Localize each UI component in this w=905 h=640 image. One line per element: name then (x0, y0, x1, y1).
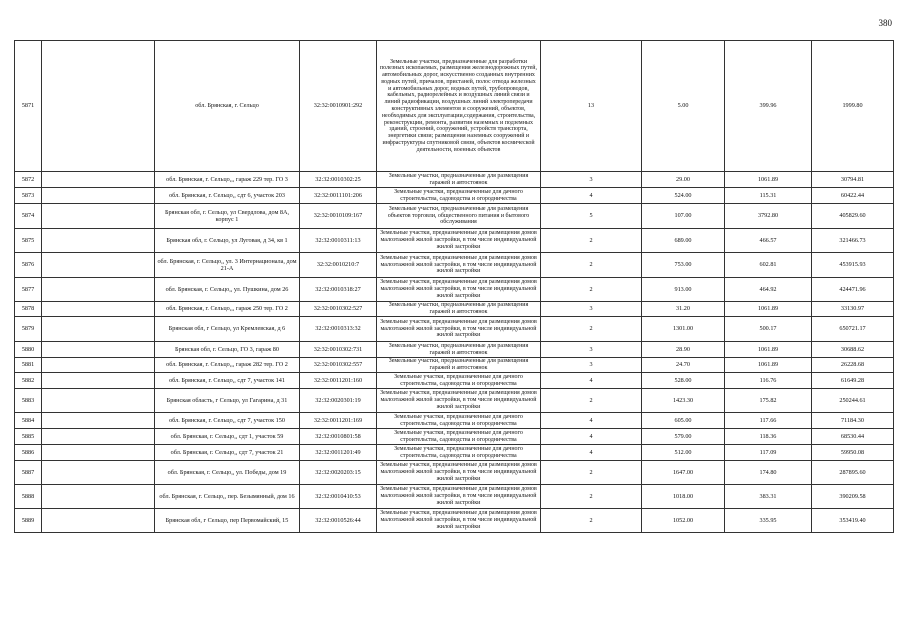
cadastral-value-cell: 321466.73 (812, 229, 894, 253)
cadastral-value-cell: 424471.96 (812, 278, 894, 302)
area-cell: 1052.00 (642, 509, 725, 533)
blank-column (42, 389, 155, 413)
area-cell: 29.00 (642, 172, 725, 188)
unit-value-cell: 602.81 (725, 253, 812, 278)
use-group-cell: 4 (541, 445, 642, 461)
unit-value-cell: 335.95 (725, 509, 812, 533)
cadastral-number-cell: 32:32:0010526:44 (300, 509, 377, 533)
land-use-cell: Земельные участки, предназначенные для размещения гаражей и автостоянок (377, 342, 541, 358)
address-cell: обл. Брянская, г. Сельцо,,, гараж 229 тер. ГО 3 (155, 172, 300, 188)
cadastral-registry-table (14, 40, 894, 533)
table-row (15, 342, 894, 358)
blank-column (42, 342, 155, 358)
address-cell: Брянская обл, г. Сельцо, ул Свердлова, дом 8А, корпус 1 (155, 204, 300, 229)
row-number: 5878 (15, 302, 42, 317)
address-cell: обл. Брянская, г. Сельцо,, сдт 7, участок 21 (155, 445, 300, 461)
unit-value-cell: 383.31 (725, 485, 812, 509)
address-cell: обл. Брянская, г. Сельцо,, ул. Пушкина, дом 26 (155, 278, 300, 302)
table-row (15, 204, 894, 229)
cadastral-number-cell: 32:32:0010313:32 (300, 317, 377, 342)
table-row (15, 461, 894, 485)
cadastral-value-cell: 353419.40 (812, 509, 894, 533)
row-number: 5889 (15, 509, 42, 533)
cadastral-value-cell: 250244.61 (812, 389, 894, 413)
table-row (15, 358, 894, 373)
area-cell: 24.70 (642, 358, 725, 373)
table-row (15, 485, 894, 509)
table-row (15, 445, 894, 461)
land-use-cell: Земельные участки, предназначенные для размещения домов малоэтажной жилой застройки, в том числе индивидуальной жилой застройки (377, 389, 541, 413)
row-number: 5880 (15, 342, 42, 358)
use-group-cell: 2 (541, 485, 642, 509)
address-cell: обл. Брянская, г. Сельцо,,, гараж 250 тер. ГО 2 (155, 302, 300, 317)
cadastral-number-cell: 32:32:0011201:169 (300, 413, 377, 429)
unit-value-cell: 117.66 (725, 413, 812, 429)
unit-value-cell: 1061.89 (725, 302, 812, 317)
cadastral-number-cell: 32:32:0010311:13 (300, 229, 377, 253)
table-body (15, 41, 894, 533)
use-group-cell: 2 (541, 389, 642, 413)
address-cell: обл. Брянская, г. Сельцо,, сдт 1, участок 59 (155, 429, 300, 445)
land-use-cell: Земельные участки, предназначенные для размещения домов малоэтажной жилой застройки, в том числе индивидуальной жилой застройки (377, 509, 541, 533)
area-cell: 1647.00 (642, 461, 725, 485)
row-number: 5871 (15, 41, 42, 172)
cadastral-value-cell: 650721.17 (812, 317, 894, 342)
area-cell: 605.00 (642, 413, 725, 429)
use-group-cell: 13 (541, 41, 642, 172)
row-number: 5888 (15, 485, 42, 509)
cadastral-value-cell: 30688.62 (812, 342, 894, 358)
row-number: 5885 (15, 429, 42, 445)
use-group-cell: 4 (541, 413, 642, 429)
land-use-cell: Земельные участки, предназначенные для размещения домов малоэтажной жилой застройки, в том числе индивидуальной жилой застройки (377, 229, 541, 253)
row-number: 5872 (15, 172, 42, 188)
use-group-cell: 3 (541, 342, 642, 358)
use-group-cell: 2 (541, 229, 642, 253)
area-cell: 913.00 (642, 278, 725, 302)
use-group-cell: 2 (541, 461, 642, 485)
land-use-cell: Земельные участки, предназначенные для дачного строительства, садоводства и огородничества (377, 188, 541, 204)
cadastral-number-cell: 32:32:0020301:19 (300, 389, 377, 413)
cadastral-number-cell: 32:32:0010210:7 (300, 253, 377, 278)
unit-value-cell: 175.82 (725, 389, 812, 413)
land-use-cell: Земельные участки, предназначенные для размещения гаражей и автостоянок (377, 302, 541, 317)
land-use-cell: Земельные участки, предназначенные для разработки полезных ископаемых, размещения железнодорожных путей, автомобильных дорог, искусственно созданных внутренних водных путей, причалов, пристаней, полос отвода железных и автомобильных дорог, водных путей, трубопроводов, кабельных, радиорелейных и воздушных линий связи и линий радиофикации, воздушных линий электропередачи конструктивных элементов и сооружений, объектов, необходимых для эксплуатации,содержания, строительства, реконструкции, ремонта, развития наземных и подземных зданий, строений, сооружений, устройств транспорта, энергетики связи; размещения наземных сооружений и инфраструктуры спутниковой связи, объектов космической деятельности, военных объектов (377, 41, 541, 172)
cadastral-number-cell: 32:32:0010302:25 (300, 172, 377, 188)
land-use-cell: Земельные участки, предназначенные для размещения гаражей и автостоянок (377, 358, 541, 373)
area-cell: 107.00 (642, 204, 725, 229)
area-cell: 753.00 (642, 253, 725, 278)
page-number: 380 (878, 18, 892, 28)
area-cell: 689.00 (642, 229, 725, 253)
unit-value-cell: 1061.89 (725, 342, 812, 358)
blank-column (42, 413, 155, 429)
land-use-cell: Земельные участки, предназначенные для размещения домов малоэтажной жилой застройки, в том числе индивидуальной жилой застройки (377, 317, 541, 342)
cadastral-number-cell: 32:32:0011201:160 (300, 373, 377, 389)
use-group-cell: 2 (541, 278, 642, 302)
table-row (15, 317, 894, 342)
row-number: 5886 (15, 445, 42, 461)
cadastral-number-cell: 32:32:0011101:206 (300, 188, 377, 204)
use-group-cell: 2 (541, 253, 642, 278)
blank-column (42, 253, 155, 278)
area-cell: 579.00 (642, 429, 725, 445)
cadastral-value-cell: 71184.30 (812, 413, 894, 429)
cadastral-value-cell: 68530.44 (812, 429, 894, 445)
cadastral-value-cell: 1999.80 (812, 41, 894, 172)
cadastral-number-cell: 32:32:0010302:557 (300, 358, 377, 373)
unit-value-cell: 174.80 (725, 461, 812, 485)
address-cell: Брянская обл, г Сельцо, пер Первомайский, 15 (155, 509, 300, 533)
blank-column (42, 485, 155, 509)
unit-value-cell: 117.09 (725, 445, 812, 461)
cadastral-number-cell: 32:32:0010410:53 (300, 485, 377, 509)
table-row (15, 302, 894, 317)
row-number: 5881 (15, 358, 42, 373)
table-row (15, 229, 894, 253)
blank-column (42, 445, 155, 461)
unit-value-cell: 1061.89 (725, 358, 812, 373)
table-row (15, 429, 894, 445)
land-use-cell: Земельные участки, предназначенные для дачного строительства, садоводства и огородничества (377, 373, 541, 389)
cadastral-value-cell: 453915.93 (812, 253, 894, 278)
use-group-cell: 2 (541, 509, 642, 533)
area-cell: 1423.30 (642, 389, 725, 413)
use-group-cell: 3 (541, 172, 642, 188)
address-cell: обл. Брянская, г. Сельцо,, ул. Победы, дом 19 (155, 461, 300, 485)
table-row (15, 41, 894, 172)
blank-column (42, 278, 155, 302)
use-group-cell: 3 (541, 302, 642, 317)
use-group-cell: 2 (541, 317, 642, 342)
blank-column (42, 429, 155, 445)
address-cell: обл. Брянская, г. Сельцо,, сдт 6, участок 203 (155, 188, 300, 204)
area-cell: 524.00 (642, 188, 725, 204)
cadastral-value-cell: 30794.81 (812, 172, 894, 188)
cadastral-value-cell: 61649.28 (812, 373, 894, 389)
table-row (15, 172, 894, 188)
blank-column (42, 204, 155, 229)
unit-value-cell: 464.92 (725, 278, 812, 302)
land-use-cell: Земельные участки, предназначенные для размещения домов малоэтажной жилой застройки, в том числе индивидуальной жилой застройки (377, 253, 541, 278)
blank-column (42, 509, 155, 533)
area-cell: 1018.00 (642, 485, 725, 509)
unit-value-cell: 118.36 (725, 429, 812, 445)
row-number: 5879 (15, 317, 42, 342)
use-group-cell: 4 (541, 188, 642, 204)
table-row (15, 373, 894, 389)
unit-value-cell: 3792.80 (725, 204, 812, 229)
cadastral-value-cell: 26228.68 (812, 358, 894, 373)
blank-column (42, 317, 155, 342)
cadastral-number-cell: 32:32:0010801:58 (300, 429, 377, 445)
land-use-cell: Земельные участки, предназначенные для размещения домов малоэтажной жилой застройки, в том числе индивидуальной жилой застройки (377, 485, 541, 509)
table-row (15, 413, 894, 429)
cadastral-value-cell: 59950.08 (812, 445, 894, 461)
blank-column (42, 373, 155, 389)
cadastral-number-cell: 32:32:0010109:167 (300, 204, 377, 229)
area-cell: 28.90 (642, 342, 725, 358)
row-number: 5882 (15, 373, 42, 389)
cadastral-number-cell: 32:32:0010302:731 (300, 342, 377, 358)
row-number: 5883 (15, 389, 42, 413)
cadastral-number-cell: 32:32:0010318:27 (300, 278, 377, 302)
use-group-cell: 3 (541, 358, 642, 373)
cadastral-value-cell: 390209.58 (812, 485, 894, 509)
unit-value-cell: 1061.89 (725, 172, 812, 188)
cadastral-value-cell: 60422.44 (812, 188, 894, 204)
unit-value-cell: 115.31 (725, 188, 812, 204)
cadastral-number-cell: 32:32:0010901:292 (300, 41, 377, 172)
row-number: 5877 (15, 278, 42, 302)
area-cell: 31.20 (642, 302, 725, 317)
unit-value-cell: 399.96 (725, 41, 812, 172)
table-row (15, 389, 894, 413)
land-use-cell: Земельные участки, предназначенные для дачного строительства, садоводства и огородничества (377, 445, 541, 461)
address-cell: Брянская область, г Сельцо, ул Гагарина, д 31 (155, 389, 300, 413)
cadastral-number-cell: 32:32:0010302:527 (300, 302, 377, 317)
land-use-cell: Земельные участки, предназначенные для размещения домов малоэтажной жилой застройки, в том числе индивидуальной жилой застройки (377, 278, 541, 302)
area-cell: 528.00 (642, 373, 725, 389)
row-number: 5884 (15, 413, 42, 429)
blank-column (42, 188, 155, 204)
blank-column (42, 302, 155, 317)
address-cell: обл. Брянская, г. Сельцо,,, гараж 282 тер. ГО 2 (155, 358, 300, 373)
cadastral-value-cell: 33130.97 (812, 302, 894, 317)
row-number: 5876 (15, 253, 42, 278)
land-use-cell: Земельные участки, предназначенные для размещения гаражей и автостоянок (377, 172, 541, 188)
table-row (15, 278, 894, 302)
unit-value-cell: 466.57 (725, 229, 812, 253)
use-group-cell: 4 (541, 429, 642, 445)
blank-column (42, 461, 155, 485)
land-use-cell: Земельные участки, предназначенные для дачного строительства, садоводства и огородничества (377, 429, 541, 445)
address-cell: обл. Брянская, г. Сельцо,, сдт 7, участок 150 (155, 413, 300, 429)
blank-column (42, 41, 155, 172)
row-number: 5887 (15, 461, 42, 485)
cadastral-number-cell: 32:32:0011201:49 (300, 445, 377, 461)
unit-value-cell: 116.76 (725, 373, 812, 389)
address-cell: обл. Брянская, г. Сельцо,, пер. Безымянный, дом 16 (155, 485, 300, 509)
row-number: 5874 (15, 204, 42, 229)
blank-column (42, 358, 155, 373)
table-row (15, 188, 894, 204)
unit-value-cell: 500.17 (725, 317, 812, 342)
use-group-cell: 5 (541, 204, 642, 229)
land-use-cell: Земельные участки, предназначенные для размещения домов малоэтажной жилой застройки, в том числе индивидуальной жилой застройки (377, 461, 541, 485)
cadastral-value-cell: 287895.60 (812, 461, 894, 485)
address-cell: Брянская обл, г. Сельцо, ГО 3, гараж 80 (155, 342, 300, 358)
area-cell: 5.00 (642, 41, 725, 172)
cadastral-number-cell: 32:32:0020203:15 (300, 461, 377, 485)
address-cell: обл. Брянская, г. Сельцо,, сдт 7, участок 141 (155, 373, 300, 389)
blank-column (42, 172, 155, 188)
address-cell: обл. Брянская, г. Сельцо,, ул. 3 Интернационала, дом 21-А (155, 253, 300, 278)
land-use-cell: Земельные участки, предназначенные для размещения объектов торговли, общественного питания и бытового обслуживания (377, 204, 541, 229)
blank-column (42, 229, 155, 253)
area-cell: 1301.00 (642, 317, 725, 342)
use-group-cell: 4 (541, 373, 642, 389)
table-row (15, 509, 894, 533)
row-number: 5875 (15, 229, 42, 253)
land-use-cell: Земельные участки, предназначенные для дачного строительства, садоводства и огородничества (377, 413, 541, 429)
table-row (15, 253, 894, 278)
area-cell: 512.00 (642, 445, 725, 461)
address-cell: обл. Брянская, г. Сельцо (155, 41, 300, 172)
address-cell: Брянская обл, г. Сельцо, ул Луговая, д 34, кв 1 (155, 229, 300, 253)
address-cell: Брянская обл, г Сельцо, ул Кремлевская, д 6 (155, 317, 300, 342)
row-number: 5873 (15, 188, 42, 204)
cadastral-value-cell: 405829.60 (812, 204, 894, 229)
